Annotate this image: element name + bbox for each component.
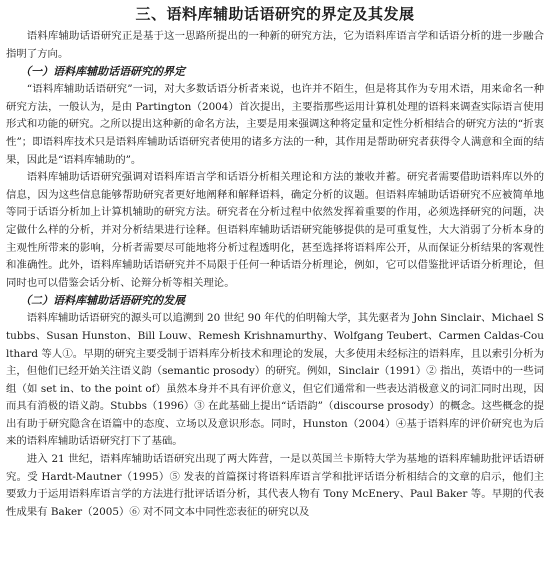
subsection-heading: （二）语料库辅助话语研究的发展 (20, 294, 185, 308)
body-paragraph: 进入 21 世纪，语料库辅助话语研究出现了两大阵营，一是以英国兰卡斯特大学为基地的语料库辅助批评话语研究。受 Hardt-Mautner（1995）⑤ 发表的首篇探讨将语料库语言学和批评话语分析相结合的文章的启示，他们主要致力于运用语料库语言学的方法进行批评话语分析，其代表人物有 Tony McEnery、Paul Baker 等。早期的代表性成果有 Baker（2005）⑥ 对不同文本中同性恋表征的研究以及 (6, 453, 544, 518)
body-paragraph: “语料库辅助话语研究”一词，对大多数话语分析者来说，也许并不陌生，但是将其作为专用术语，用来命名一种研究方法，一般认为，是由 Partington（2004）首次提出，主要指那些运用计算机处理的语料来调查实际语言使用形式和功能的研究。之所以提出这种新的命名方法，主要是用来强调这种将定量和定性分析相结合的研究方法的“折衷性”；即语料库技术只是语料库辅助话语研究者使用的诸多方法的一种，其作用是帮助研究者获得令人满意和全面的结果，因此是“语料库辅助的”。 (6, 83, 544, 166)
subsection-heading: （一）语料库辅助话语研究的界定 (20, 65, 185, 79)
body-paragraph: 语料库辅助话语研究强调对语料库语言学和话语分析相关理论和方法的兼收并蓄。研究者需要借助语料库以外的信息，因为这些信息能够帮助研究者更好地阐释和解释语料，确定分析的议题。但语料库辅助话语研究不应被简单地等同于话语分析加上计算机辅助的研究方法。研究者在分析过程中依然发挥着重要的作用，必须选择研究的问题，决定做什么样的分析，并对分析结果进行诠释。但语料库辅助话语研究能够提供的是可重复性，大大消弱了分析本身的主观性所带来的影响，分析者需要尽可能地将分析过程透明化，甚至选择将语料库公开，从而保证分析结果的客观性和准确性。此外，语料库辅助话语研究并不局限于任何一种话语分析理论，例如，它可以借鉴批评话语分析理论，但同时也可以借鉴会话分析、论辩分析等相关理论。 (6, 171, 544, 289)
body-paragraph: 语料库辅助话语研究的源头可以追溯到 20 世纪 90 年代的伯明翰大学，其先驱者为 John Sinclair、Michael Stubbs、Susan Hunston、Bill Louw、Remesh Krishnamurthy、Wolfgang Teubert、Carmen Caldas-Coulthard 等人①。早期的研究主要受制于语料库分析技术和理论的发展，大多使用未经标注的语料库，且以索引分析为主，但他们已经开始关注语义韵（semantic prosody）的研究。例如，Sinclair（1991）② 指出，英语中的一些词组（如 set in、to the point of）虽然本身并不具有评价意义，但它们通常和一些表达消极意义的词汇同时出现，因而具有消极的语义韵。Stubbs（1996）③ 在此基础上提出“话语韵”（discourse prosody）的概念。这些概念的提出有助于研究隐含在语篇中的态度、立场以及意识形态。同时，Hunston（2004）④基于语料库的评价研究也为后来的语料库辅助话语研究打下了基础。 (6, 312, 544, 448)
document-body (6, 28, 544, 521)
body-paragraph: 语料库辅助话语研究正是基于这一思路所提出的一种新的研究方法，它为语料库语言学和话语分析的进一步融合指明了方向。 (6, 30, 544, 60)
section-title: 三、语料库辅助话语研究的界定及其发展 (135, 5, 415, 23)
